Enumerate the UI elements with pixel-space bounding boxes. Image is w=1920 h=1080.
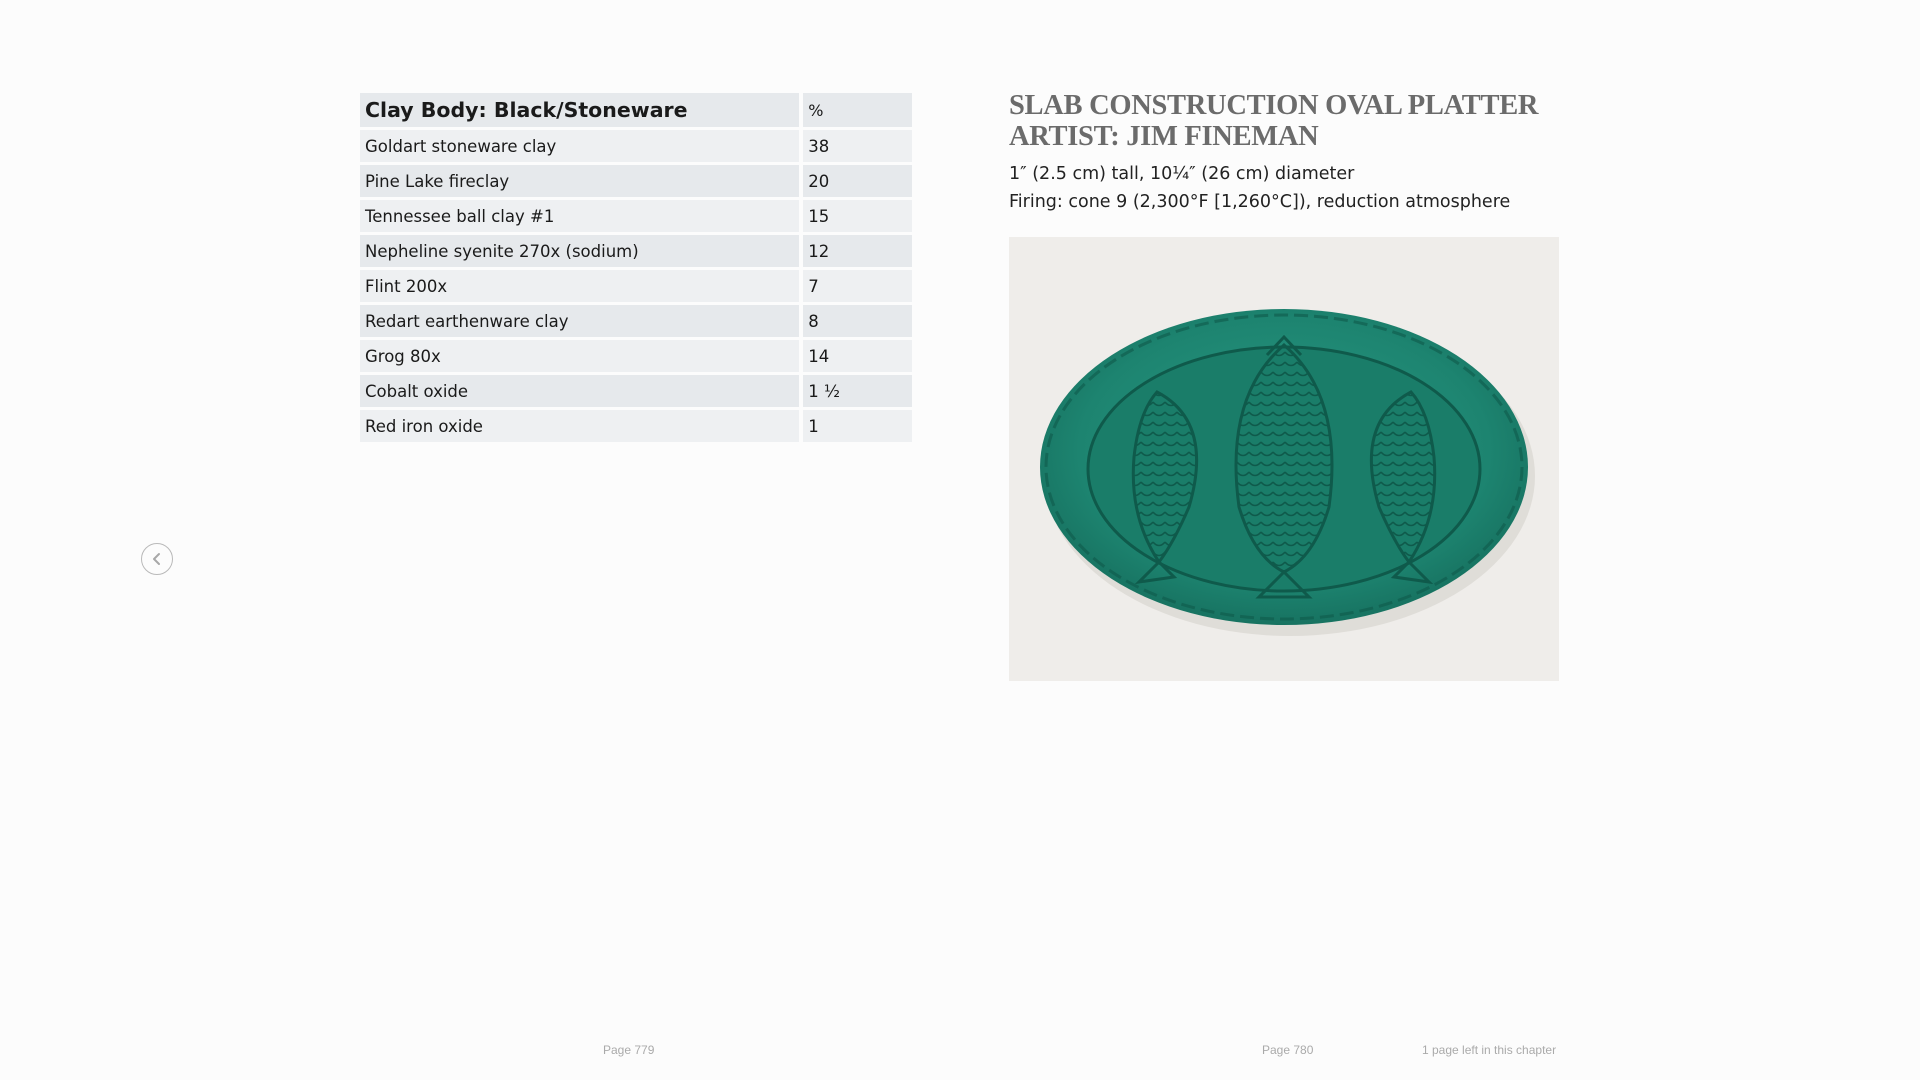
table-row (360, 305, 912, 337)
table-row (360, 375, 912, 407)
table-row (360, 270, 912, 302)
ingredient-amount: 15 (803, 200, 912, 232)
table-row (360, 235, 912, 267)
table-row (360, 410, 912, 442)
ingredient-name: Tennessee ball clay #1 (360, 200, 803, 232)
ingredient-name: Redart earthenware clay (360, 305, 803, 337)
ingredient-name: Grog 80x (360, 340, 803, 372)
ingredient-name: Flint 200x (360, 270, 803, 302)
right-page-number: Page 780 (1262, 1043, 1314, 1057)
piece-info (1009, 90, 1569, 216)
piece-dimensions: 1″ (2.5 cm) tall, 10¼″ (26 cm) diameter (1009, 164, 1355, 184)
table-header-row (360, 93, 912, 127)
clay-body-recipe-table (360, 90, 912, 445)
platter-photo (1009, 237, 1559, 681)
ingredient-amount: 8 (803, 305, 912, 337)
ingredient-name: Goldart stoneware clay (360, 130, 803, 162)
piece-title (1009, 90, 1569, 152)
ingredient-amount: 38 (803, 130, 912, 162)
table-row (360, 165, 912, 197)
ingredient-amount: 14 (803, 340, 912, 372)
ingredient-amount: 1 ½ (803, 375, 912, 407)
ingredient-amount: 1 (803, 410, 912, 442)
table-header-label: Clay Body: Black/Stoneware (360, 93, 803, 127)
table-row (360, 130, 912, 162)
ingredient-name: Pine Lake fireclay (360, 165, 803, 197)
piece-title-line1: SLAB CONSTRUCTION OVAL PLATTER (1009, 90, 1539, 121)
piece-artist: ARTIST: JIM FINEMAN (1009, 121, 1319, 152)
left-page-number: Page 779 (603, 1043, 655, 1057)
fish-platter-illustration (1009, 237, 1559, 681)
ingredient-name: Nepheline syenite 270x (sodium) (360, 235, 803, 267)
previous-page-button[interactable] (141, 543, 173, 575)
piece-specs (1009, 160, 1569, 216)
table-header-unit: % (803, 93, 912, 127)
ingredient-amount: 12 (803, 235, 912, 267)
piece-firing: Firing: cone 9 (2,300°F [1,260°C]), reduction atmosphere (1009, 192, 1511, 212)
chevron-left-icon (150, 552, 164, 566)
table-row (360, 200, 912, 232)
ingredient-name: Red iron oxide (360, 410, 803, 442)
ingredient-amount: 7 (803, 270, 912, 302)
chapter-pages-remaining: 1 page left in this chapter (1422, 1043, 1557, 1057)
table-row (360, 340, 912, 372)
ingredient-name: Cobalt oxide (360, 375, 803, 407)
ingredient-amount: 20 (803, 165, 912, 197)
